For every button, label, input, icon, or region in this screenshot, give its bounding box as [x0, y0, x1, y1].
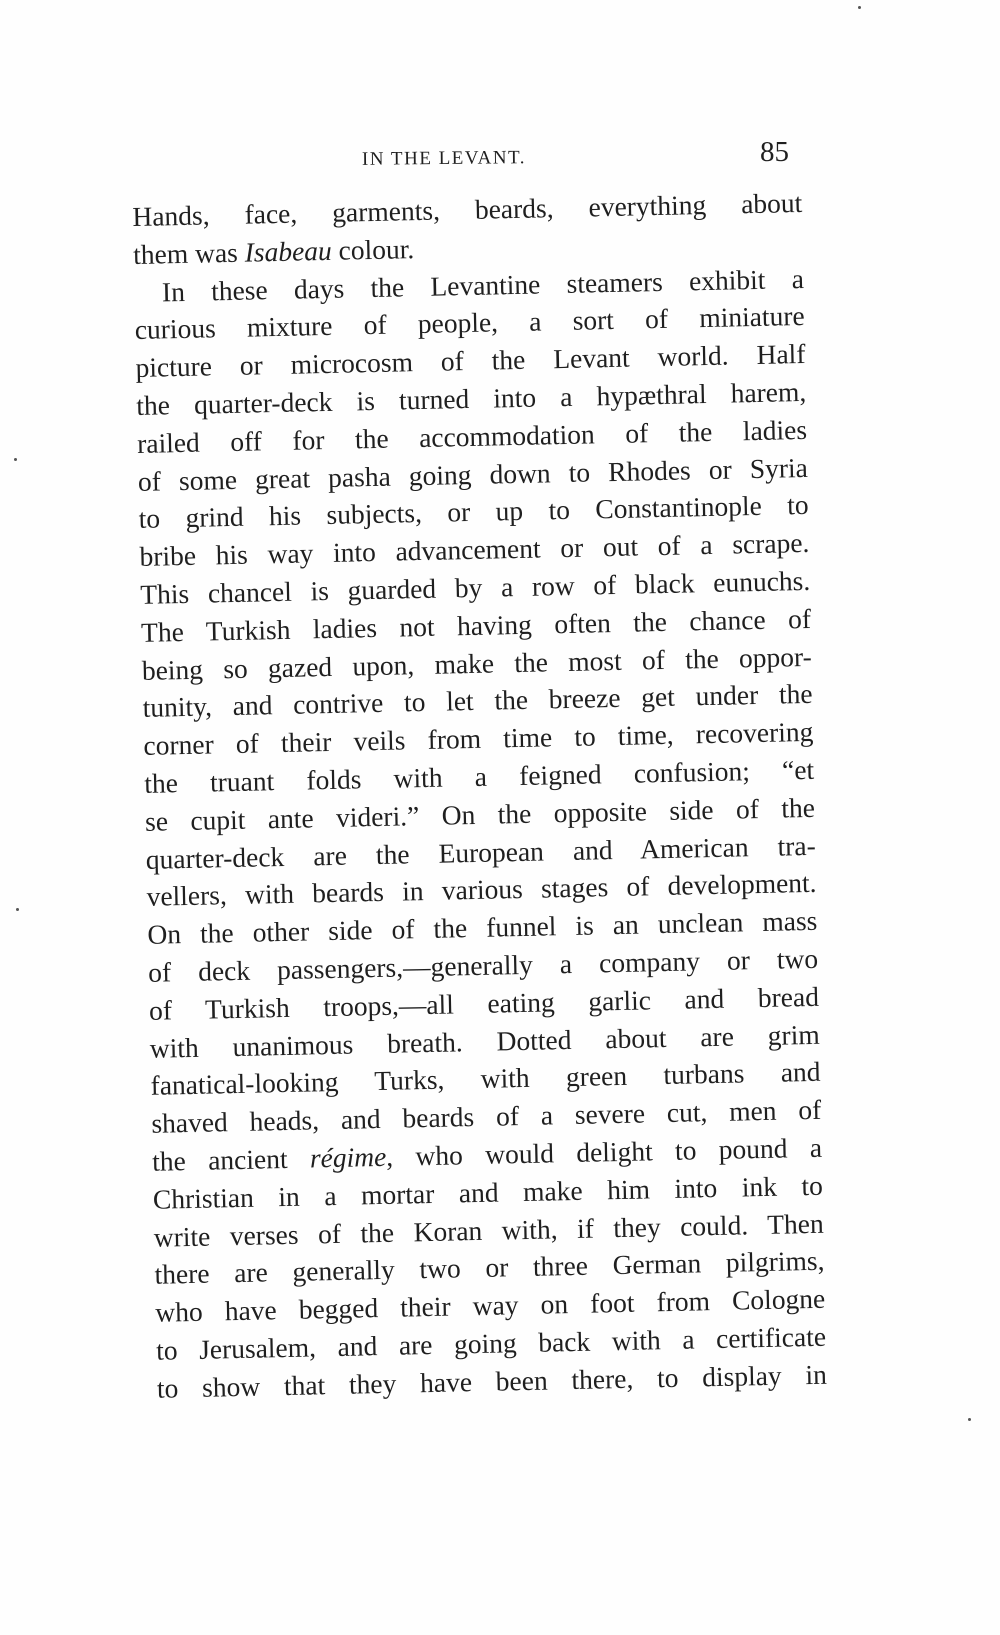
text-line: railed off for the accommodation of the ladies — [136, 413, 808, 459]
text-line: the quarter-deck is turned into a hypæthral harem, — [136, 375, 807, 421]
text-line: In these days the Levantine steamers exhibit a — [161, 262, 805, 307]
text-line: write verses of the Koran with, if they could. Then — [153, 1207, 824, 1253]
text-line-segment: them was Isabeau colour. — [132, 232, 415, 270]
body-text — [132, 184, 827, 1407]
text-line: picture or microcosm of the Levant world. Half — [135, 338, 806, 384]
text-line: of some great pasha going down to Rhodes or Syria — [137, 451, 809, 497]
text-line: to show that they have been there, to display in — [156, 1358, 828, 1404]
text-line: On the other side of the funnel is an unclean mass — [147, 904, 818, 950]
text-line: se cupit ante videri.” On the opposite side of the — [144, 791, 816, 837]
text-line: being so gazed upon, make the most of the oppor- — [141, 640, 813, 686]
text-line: there are generally two or three German pilgrims, — [154, 1245, 825, 1291]
text-line: the ancient régime, who would delight to pound a — [151, 1131, 823, 1177]
text-line: Hands, face, garments, beards, everything about — [132, 186, 803, 232]
page-number: 85 — [760, 136, 789, 168]
text-line: Christian in a mortar and make him into ink to — [152, 1169, 824, 1215]
text-line: quarter-deck are the European and American tra- — [145, 829, 817, 875]
text-line: fanatical-looking Turks, with green turbans and — [150, 1056, 821, 1102]
italic-word: Isabeau — [244, 234, 333, 268]
italic-word: régime — [309, 1140, 387, 1174]
paper-speck — [968, 1418, 971, 1421]
text-line: curious mixture of people, a sort of miniature — [134, 300, 805, 346]
text-line: the truant folds with a feigned confusion; “et — [143, 753, 815, 799]
text-line: corner of their veils from time to time, recovering — [143, 716, 814, 762]
text-line: with unanimous breath. Dotted about are grim — [149, 1018, 820, 1064]
text-line: shaved heads, and beards of a severe cut, men of — [151, 1093, 822, 1139]
text-line: tunity, and contrive to let the breeze get under the — [142, 678, 813, 724]
text-line: vellers, with beards in various stages of development. — [146, 867, 817, 913]
text-line: of Turkish troops,—all eating garlic and bread — [148, 980, 820, 1026]
text-line: of deck passengers,—generally a company or two — [147, 942, 819, 988]
text-line: to Jerusalem, and are going back with a certificate — [155, 1320, 827, 1366]
text-line: This chancel is guarded by a row of black eunuchs. — [139, 564, 811, 610]
paper-speck — [16, 908, 19, 911]
text-line: to grind his subjects, or up to Constantinople to — [138, 489, 809, 535]
text-line: The Turkish ladies not having often the chance of — [140, 602, 812, 648]
paper-speck — [858, 6, 861, 9]
paper-speck — [14, 458, 17, 461]
text-line: bribe his way into advancement or out of a scrape. — [139, 527, 810, 573]
text-line: who have begged their way on foot from Cologne — [155, 1282, 826, 1328]
running-head: IN THE LEVANT. — [361, 147, 527, 170]
